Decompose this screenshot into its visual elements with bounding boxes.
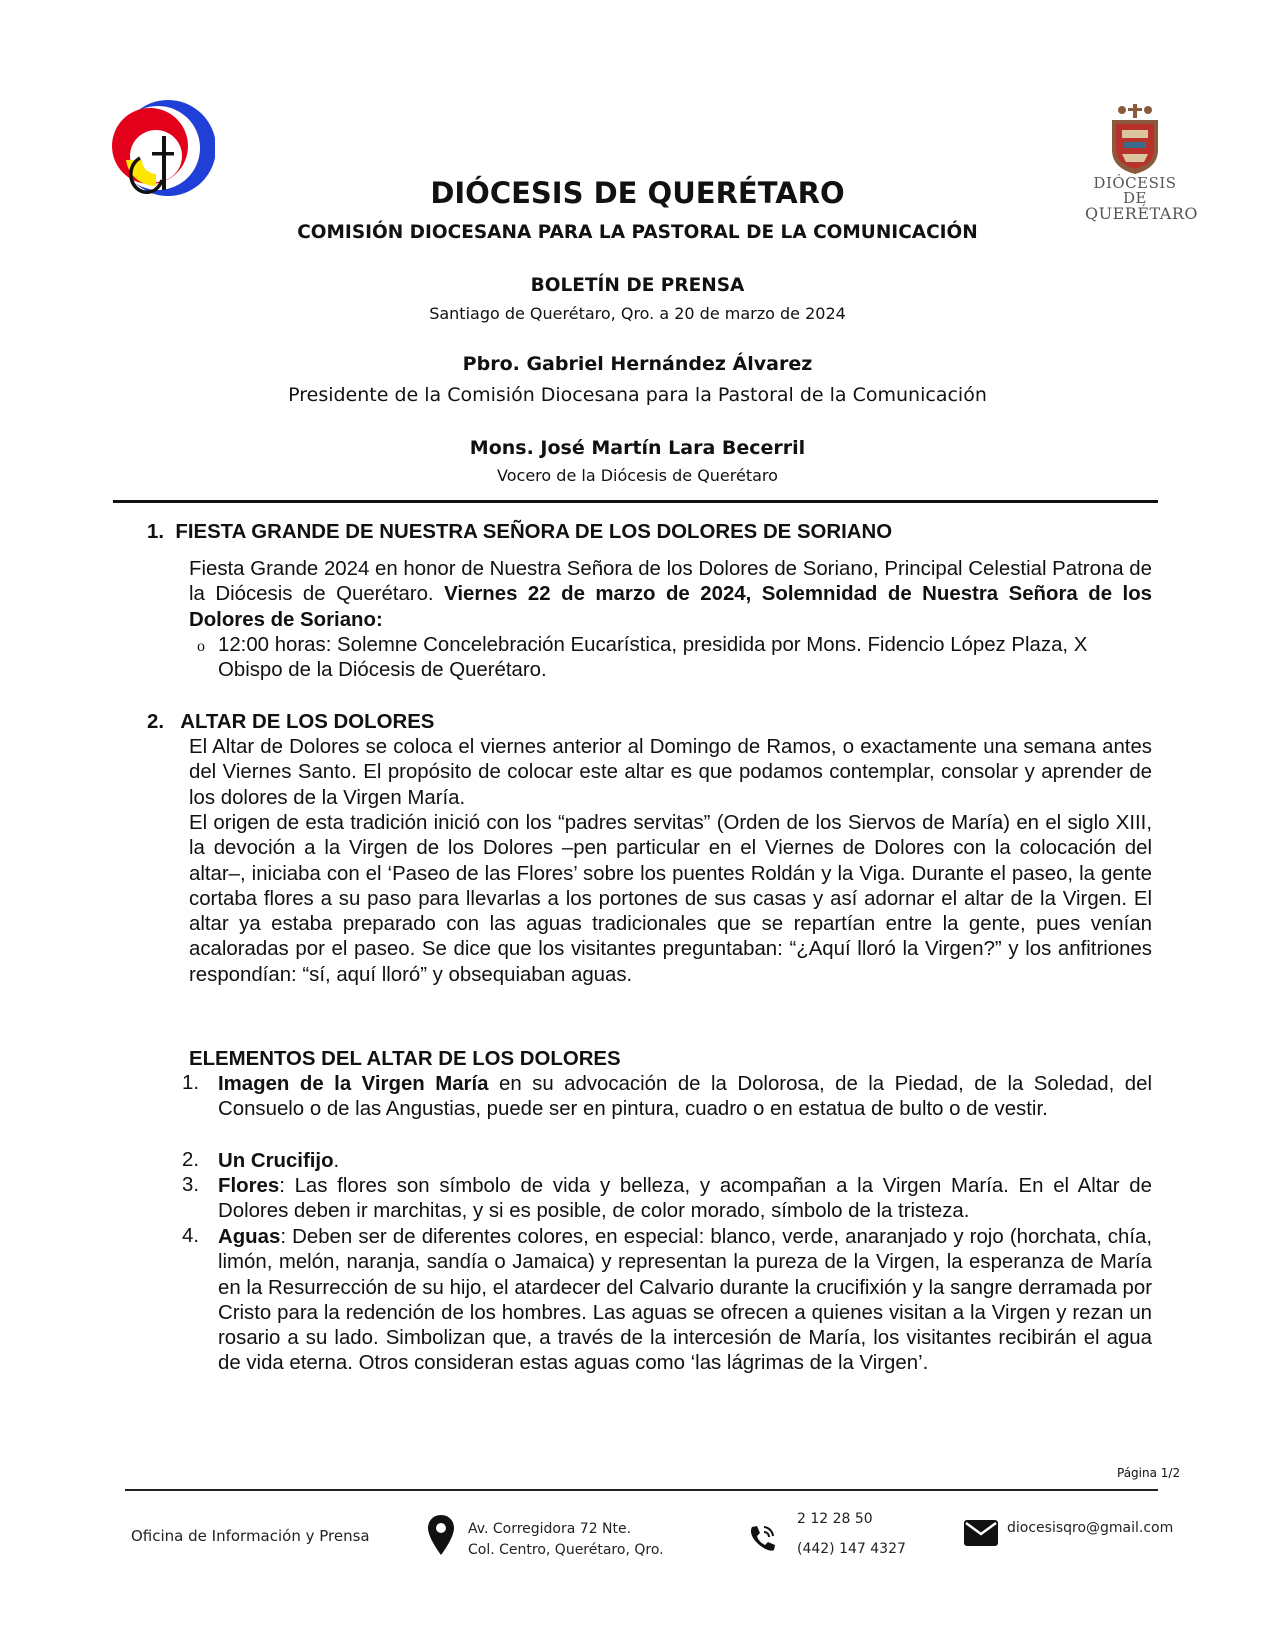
section-2-heading [147, 711, 434, 734]
location-pin-icon [428, 1515, 454, 1555]
bulletin-heading: BOLETÍN DE PRENSA [530, 275, 745, 296]
item-3-body: : Las flores son símbolo de vida y belleza, y acompañan a la Virgen María. En el Altar de Dolores deben ir marchitas, y si es posible, de color morado, símbolo de la tristeza. [218, 1175, 1152, 1223]
section-1-intro [189, 557, 1152, 633]
spokesperson-role: Vocero de la Diócesis de Querétaro [497, 466, 778, 485]
item-4-body: : Deben ser de diferentes colores, en especial: blanco, verde, anaranjado y rojo (horchata, chía, limón, melón, naranja, sandía o Jamaica) y representan la pureza de la Virgen, la esperanza de María en la Resurrección de su hijo, el atardecer del Calvario durante la crucifixión y la sangre derramada por Cristo para la redención de los hombres. Las aguas se ofrecen a quienes visitan a la Virgen y rezan un rosario a su lado. Simbolizan que, a través de la intercesión de María, los visitantes recibirán el agua de vida eterna. Otros consideran estas aguas como ‘las lágrimas de la Virgen’. [218, 1226, 1152, 1375]
item-1-number: 1. [182, 1072, 200, 1094]
section-2-paragraph-2: El origen de esta tradición inició con los “padres servitas” (Orden de los Siervos de María) en el siglo XIII, la devoción a la Virgen de los Dolores –pen particular en el Viernes de Dolores con la colocación del altar–, iniciaba con el ‘Paseo de las Flores’ sobre los puentes Roldán y la Viga. Durante el paseo, la gente cortaba flores a su paso para llevarlas a los portones de sus casas y así adornar el altar de la Virgen. El altar ya estaba preparado con las aguas tradicionales que se repartían entre la gente, pues venían acaloradas por el paseo. Se dice que los visitantes preguntaban: “¿Aquí lloró la Virgen?” y los anfitriones respondían: “sí, aquí lloró” y obsequiaban aguas. [189, 812, 1152, 986]
diocese-shield-icon [1108, 104, 1162, 176]
item-4-text [218, 1225, 1152, 1377]
section-1-heading [147, 521, 892, 544]
document-title: DIÓCESIS DE QUERÉTARO [430, 176, 845, 210]
page-number: Página 1/2 [1117, 1466, 1181, 1480]
address-line-2: Col. Centro, Querétaro, Qro. [468, 1542, 664, 1558]
item-3-bold: Flores [218, 1175, 280, 1197]
section-1-intro-text: Fiesta Grande 2024 en honor de Nuestra Señora de los Dolores de Soriano, Principal Celestial Patrona de la Diócesis de Querétaro. [189, 558, 1152, 606]
place-date: Santiago de Querétaro, Qro. a 20 de marzo de 2024 [429, 304, 846, 323]
section-1-title: FIESTA GRANDE DE NUESTRA SEÑORA DE LOS DOLORES DE SORIANO [175, 521, 893, 543]
section-1-bullet-text: 12:00 horas: Solemne Concelebración Eucarística, presidida por Mons. Fidencio López Plaza, X Obispo de la Diócesis de Querétaro. [218, 634, 1088, 682]
item-1-text [218, 1072, 1152, 1123]
section-1-number: 1. [147, 521, 165, 543]
president-role: Presidente de la Comisión Diocesana para la Pastoral de la Comunicación [288, 384, 987, 406]
item-3-number: 3. [182, 1174, 200, 1196]
address [468, 1519, 664, 1561]
commission-subtitle: COMISIÓN DIOCESANA PARA LA PASTORAL DE LA COMUNICACIÓN [297, 222, 978, 243]
item-4-bold: Aguas [218, 1226, 281, 1248]
email-address[interactable]: diocesisqro@gmail.com [1007, 1520, 1174, 1536]
header-divider [113, 500, 1158, 503]
phone-numbers [797, 1509, 906, 1560]
office-label: Oficina de Información y Prensa [131, 1527, 370, 1545]
section-1-intro-bold: Viernes 22 de marzo de 2024, Solemnidad de Nuestra Señora de los Dolores de Soriano: [189, 583, 1152, 631]
bullet-marker: o [197, 638, 205, 655]
diocese-logo-text-line1: DIÓCESIS DE [1093, 174, 1177, 207]
item-4-number: 4. [182, 1225, 200, 1247]
phone-icon [748, 1524, 776, 1554]
item-1-bold: Imagen de la Virgen María [218, 1073, 489, 1095]
phone-1: 2 12 28 50 [797, 1511, 873, 1527]
mail-icon [964, 1520, 998, 1546]
footer-divider [125, 1489, 1158, 1491]
item-2-bold: Un Crucifijo [218, 1150, 334, 1172]
address-line-1: Av. Corregidora 72 Nte. [468, 1521, 632, 1537]
president-name: Pbro. Gabriel Hernández Álvarez [462, 353, 813, 375]
phone-2: (442) 147 4327 [797, 1541, 906, 1557]
section-2-title: ALTAR DE LOS DOLORES [180, 711, 435, 733]
section-2-number: 2. [147, 711, 165, 733]
section-2-paragraph-1: El Altar de Dolores se coloca el viernes anterior al Domingo de Ramos, o exactamente una semana antes del Viernes Santo. El propósito de colocar este altar es que podamos contemplar, consolar y aprender de los dolores de la Virgen María. [189, 736, 1152, 809]
item-2-text [218, 1149, 1152, 1174]
spokesperson-name: Mons. José Martín Lara Becerril [469, 437, 806, 459]
elements-heading: ELEMENTOS DEL ALTAR DE LOS DOLORES [189, 1048, 621, 1070]
diocese-logo-text-line2: QUERÉTARO [1085, 204, 1199, 223]
item-1-body: en su advocación de la Dolorosa, de la Piedad, de la Soledad, del Consuelo o de las Angustias, puede ser en pintura, cuadro o en estatua de bulto o de vestir. [218, 1073, 1153, 1121]
item-2-body: . [333, 1150, 340, 1172]
item-3-text [218, 1174, 1152, 1225]
item-2-number: 2. [182, 1149, 200, 1171]
